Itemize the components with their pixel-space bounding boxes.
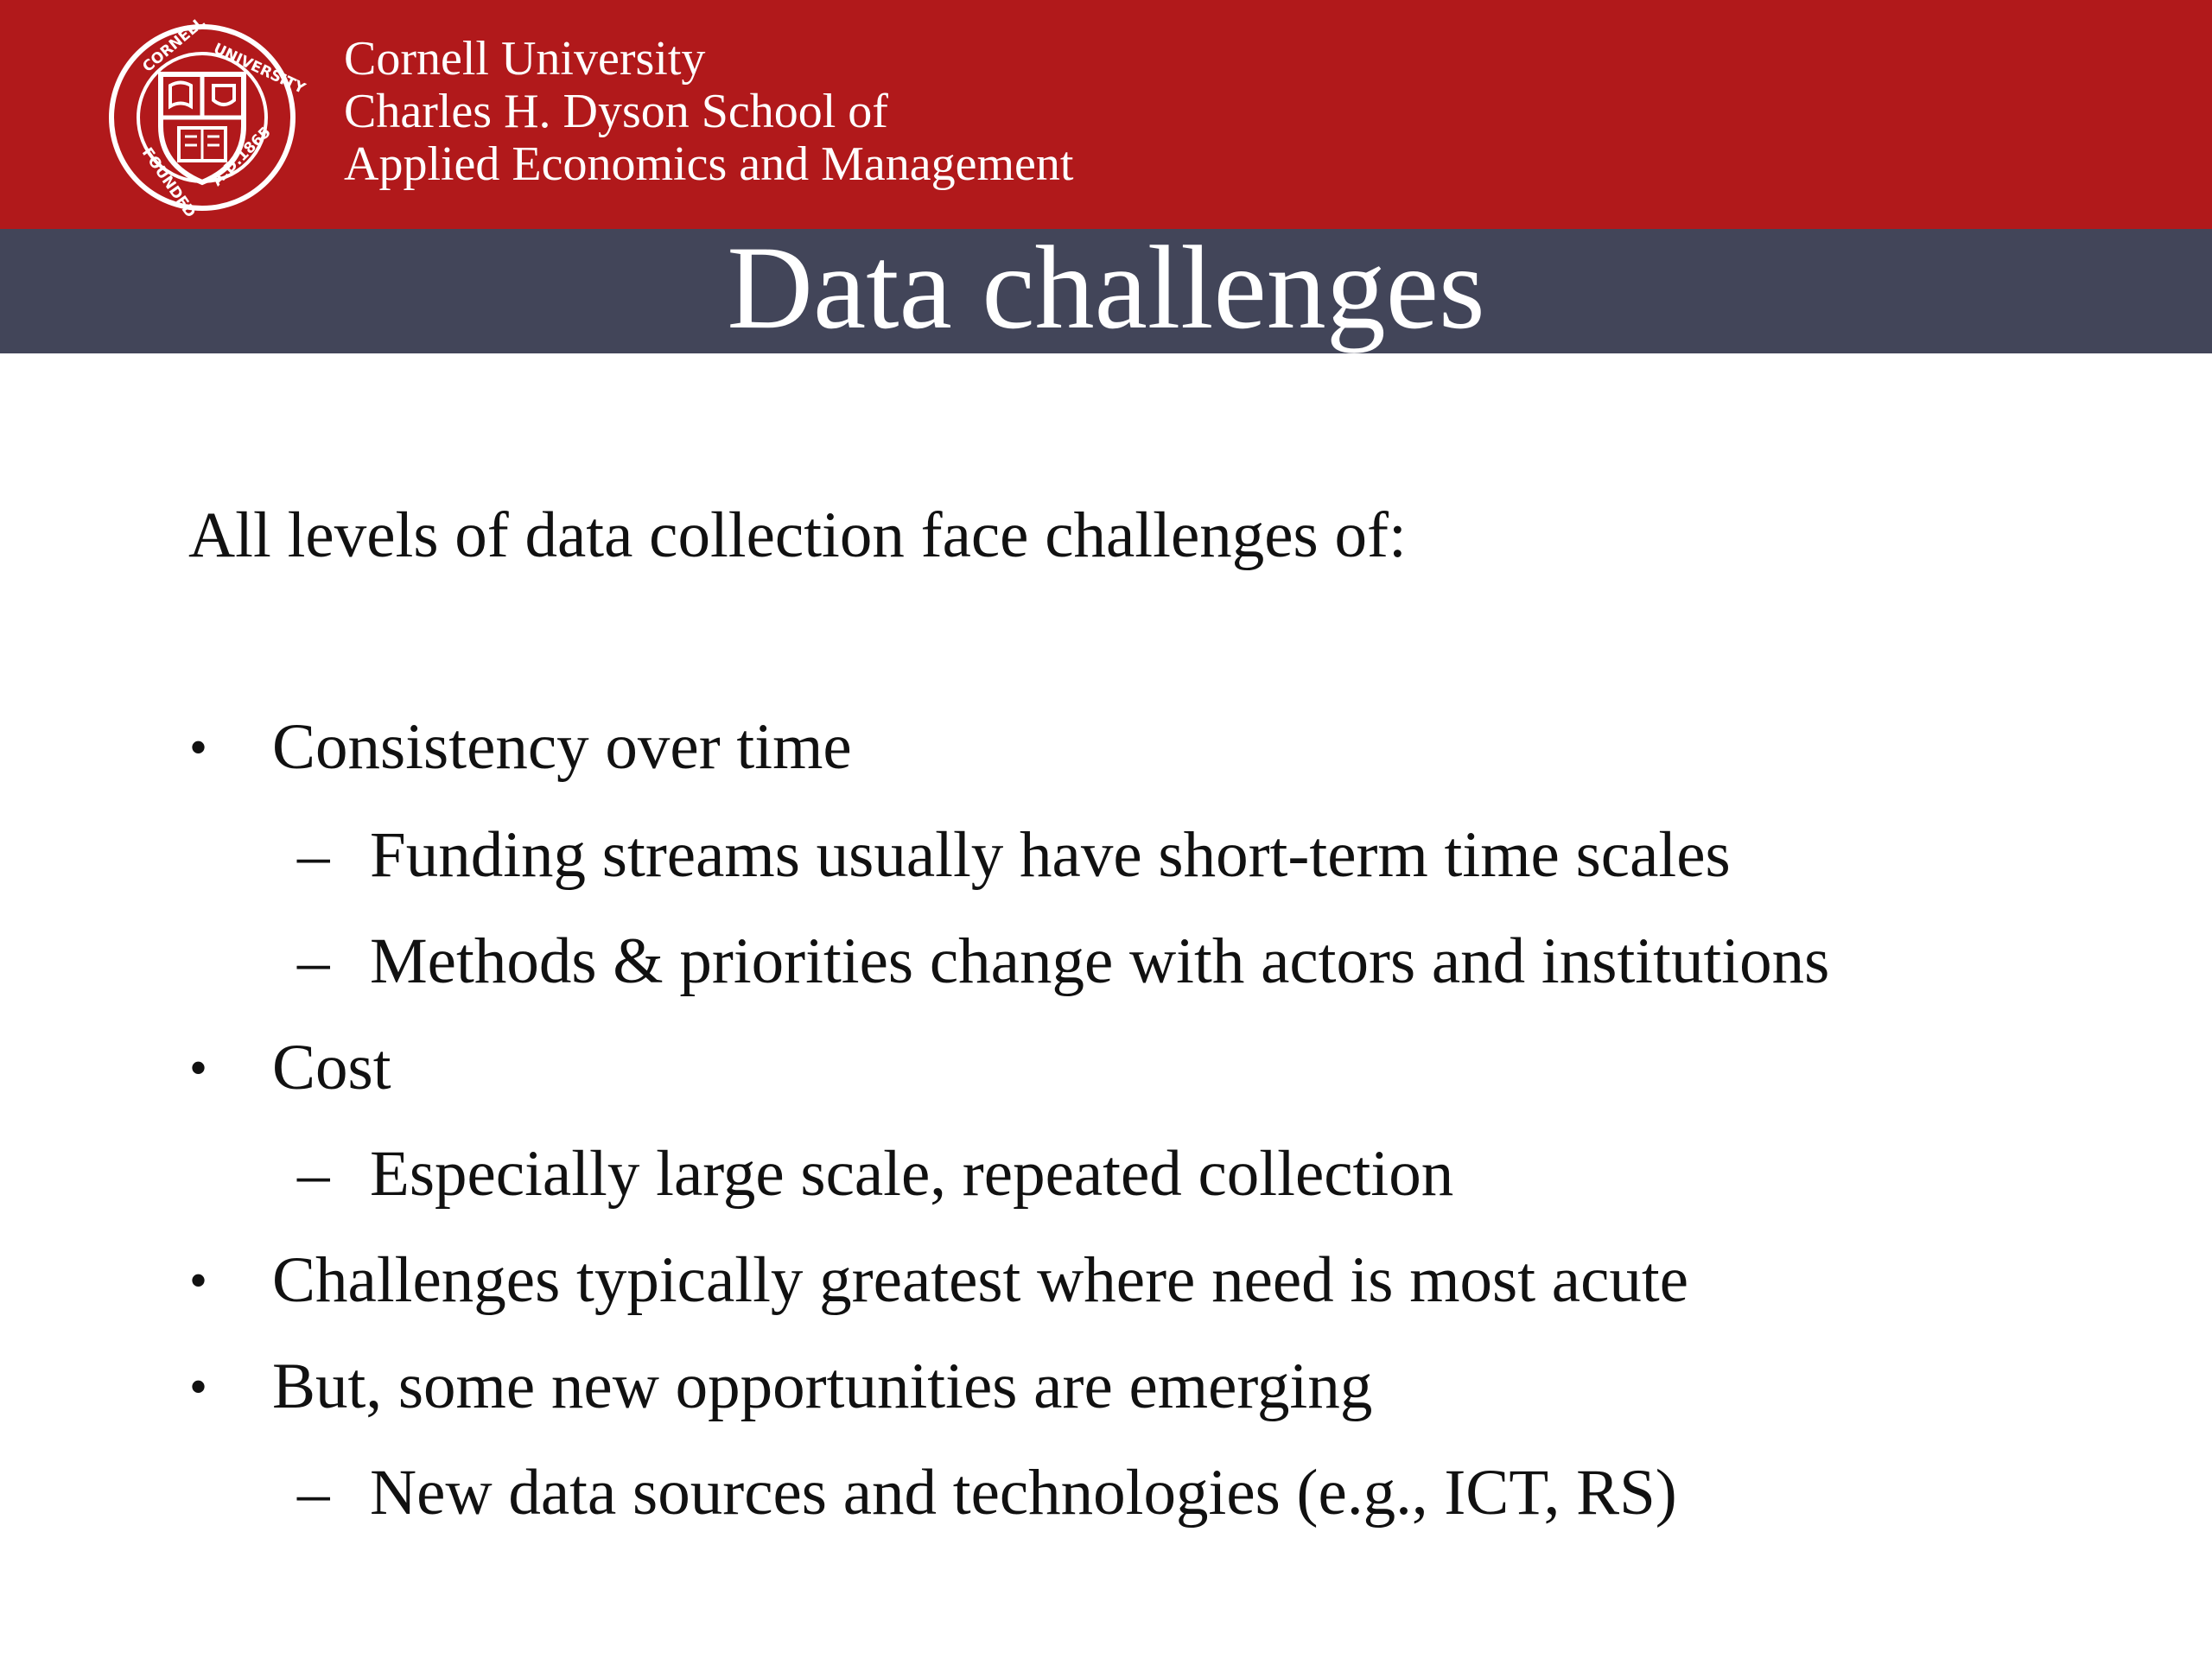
list-item [297,1454,1677,1532]
institution-line-2: Charles H. Dyson School of [344,85,888,138]
list-item [297,923,1830,1001]
bullet-marker: • [189,719,208,776]
svg-text:UNIVERSITY: UNIVERSITY [210,40,308,99]
list-item-text: Challenges typically greatest where need is most acute [272,1244,1689,1316]
svg-text:CORNELL: CORNELL [139,14,209,76]
list-item-text: Funding streams usually have short-term time scales [370,819,1731,891]
cornell-seal-icon [107,14,308,221]
bullet-marker: • [189,1358,208,1415]
institution-line-3: Applied Economics and Management [344,137,1074,191]
bullet-marker: • [189,1252,208,1309]
dash-marker: – [297,925,330,997]
list-item-text: Methods & priorities change with actors and institutions [370,925,1830,997]
list-item [297,817,1731,894]
svg-text:FOUNDED: FOUNDED [137,144,200,221]
list-item-text: Consistency over time [272,711,852,783]
list-item [189,1029,391,1107]
header-band [0,0,2212,229]
list-item-text: But, some new opportunities are emerging [272,1351,1373,1422]
list-item-text: Especially large scale, repeated collection [370,1138,1454,1210]
bullet-marker: • [189,1039,208,1096]
dash-marker: – [297,1138,330,1210]
list-item [297,1135,1454,1213]
dash-marker: – [297,1457,330,1529]
intro-text: All levels of data collection face challenges of: [188,499,1407,571]
institution-name [344,33,1073,191]
institution-line-1: Cornell University [344,32,706,86]
list-item-text: New data sources and technologies (e.g., ICT, RS) [370,1457,1677,1529]
list-item [189,709,852,786]
list-item [189,1348,1373,1426]
list-item [189,1242,1689,1319]
svg-text:A.D.1865: A.D.1865 [208,124,275,190]
slide-title: Data challenges [727,221,1485,353]
dash-marker: – [297,819,330,891]
list-item-text: Cost [272,1032,391,1103]
